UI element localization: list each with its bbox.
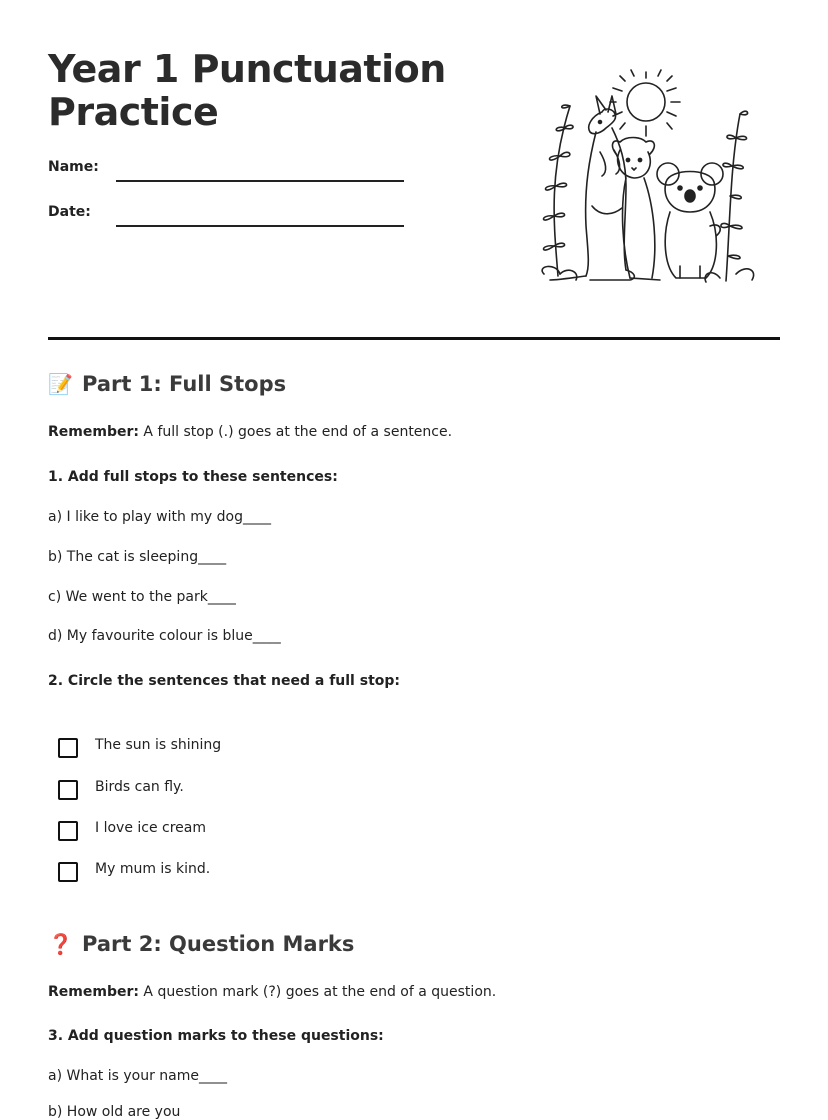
part2-heading <box>48 932 354 956</box>
section-divider <box>48 337 780 340</box>
australian-animals-illustration <box>530 66 762 290</box>
joey-icon <box>613 138 660 281</box>
name-field[interactable] <box>116 180 404 182</box>
part1-heading <box>48 372 286 396</box>
memo-icon: 📝 <box>48 372 73 396</box>
remember-label: Remember: <box>48 424 139 440</box>
part1-remember <box>48 424 452 440</box>
q3-item-a: a) What is your name____ <box>48 1068 227 1084</box>
q1-item-a: a) I like to play with my dog____ <box>48 509 271 525</box>
remember-text: A full stop (.) goes at the end of a sentence. <box>143 424 453 440</box>
remember-text: A question mark (?) goes at the end of a question. <box>143 984 497 1000</box>
option-label: The sun is shining <box>95 737 222 753</box>
leafy-branch-right-icon <box>705 111 754 282</box>
date-field[interactable] <box>116 225 404 227</box>
sun-icon <box>610 70 680 136</box>
page-title: Year 1 Punctuation Practice <box>48 47 446 134</box>
name-label: Name: <box>48 159 99 175</box>
option-checkbox[interactable] <box>58 862 78 882</box>
question-mark-icon: ❓ <box>48 932 73 956</box>
remember-label: Remember: <box>48 984 139 1000</box>
question-1: 1. Add full stops to these sentences: <box>48 469 338 485</box>
option-label: Birds can fly. <box>95 779 184 795</box>
part2-heading-text: Part 2: Question Marks <box>82 932 355 956</box>
date-label: Date: <box>48 204 91 220</box>
q1-item-c: c) We went to the park____ <box>48 589 236 605</box>
koala-icon <box>657 163 723 278</box>
option-checkbox[interactable] <box>58 780 78 800</box>
q3-item-b: b) How old are you <box>48 1104 181 1120</box>
part2-remember <box>48 984 496 1000</box>
q1-item-b: b) The cat is sleeping____ <box>48 549 227 565</box>
option-label: I love ice cream <box>95 820 207 836</box>
option-checkbox[interactable] <box>58 821 78 841</box>
kangaroo-icon <box>550 96 634 280</box>
option-checkbox[interactable] <box>58 738 78 758</box>
q1-item-d: d) My favourite colour is blue____ <box>48 628 281 644</box>
question-3: 3. Add question marks to these questions: <box>48 1028 384 1044</box>
option-label: My mum is kind. <box>95 861 211 877</box>
part1-heading-text: Part 1: Full Stops <box>82 372 287 396</box>
question-2: 2. Circle the sentences that need a full stop: <box>48 673 400 689</box>
leafy-branch-left-icon <box>542 105 577 280</box>
